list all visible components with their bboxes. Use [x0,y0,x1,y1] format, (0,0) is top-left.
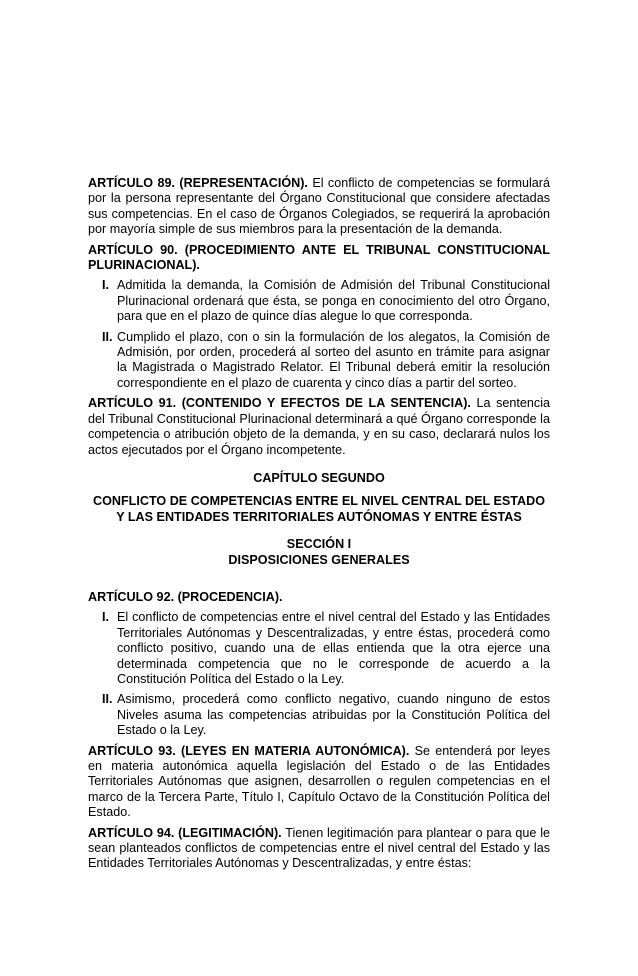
item-text: El conflicto de competencias entre el nivel central del Estado y las Entidades Territoriales Autónomas y Descentralizadas, y entre éstas, procederá como conflicto positivo, cuando una de ellas entienda que la otra ejerce una determinada competencia que no le corresponde de acuerdo a la Constitución Política del Estado o la Ley. [117,610,550,686]
section-title: DISPOSICIONES GENERALES [228,552,410,567]
article-91-text: La sentencia del Tribunal Constitucional Plurinacional determinará a qué Órgano corresponde la competencia o atribución objeto de la demanda, y en su caso, declarará nulos los actos ejecutados por el Órgano incompetente. [88,396,550,457]
item-number: I. [102,278,109,293]
article-93-text: Se entenderá por leyes en materia autonómica aquella legislación del Estado o de las Entidades Territoriales Autónomas que asignen, desarrollen o regulen competencias en el marco de la Tercera Parte, Título I, Capítulo Octavo de la Constitución Política del Estado. [88,743,550,820]
article-89-text: El conflicto de competencias se formulará por la persona representante del Órgano Constitucional que considere afectadas sus competencias. En el caso de Órganos Colegiados, se requerirá la aprobación por mayoría simple de sus miembros para la presentación de la demanda. [88,176,550,237]
article-94 [88,826,550,872]
item-text: Admitida la demanda, la Comisión de Admisión del Tribunal Constitucional Plurinacional ordenará que ésta, se ponga en conocimiento del otro Órgano, para que en el plazo de quince días alegue lo que corresponda. [117,278,550,324]
chapter-title-line-2: Y LAS ENTIDADES TERRITORIALES AUTÓNOMAS Y ENTRE ÉSTAS [116,509,522,524]
article-94-heading: ARTÍCULO 94. (LEGITIMACIÓN). [88,825,282,840]
item-number: I. [102,610,109,625]
spacer [88,525,550,537]
article-92-item-1 [88,610,550,687]
article-92-item-2 [88,692,550,738]
article-90-item-1 [88,278,550,324]
item-number: II. [102,329,113,344]
item-text: Cumplido el plazo, con o sin la formulación de los alegatos, la Comisión de Admisión, por orden, procederá al sorteo del asunto en trámite para asignar la Magistrada o Magistrado Relator. El Tribunal deberá emitir la resolución correspondiente en el plazo de cuarenta y cinco días a partir del sorteo. [117,329,550,390]
article-92-heading: ARTÍCULO 92. (PROCEDENCIA). [88,589,283,604]
article-90-heading: ARTÍCULO 90. (PROCEDIMIENTO ANTE EL TRIBUNAL CONSTITUCIONAL PLURINACIONAL). [88,242,550,273]
item-text: Asimismo, procederá como conflicto negativo, cuando ninguno de estos Niveles asuma las competencias atribuidas por la Constitución Política del Estado o la Ley. [117,692,550,738]
article-90-item-2 [88,330,550,392]
article-93 [88,744,550,821]
item-number: II. [102,692,113,707]
document-body [88,176,550,877]
spacer [88,486,550,494]
chapter-label: CAPÍTULO SEGUNDO [253,470,385,485]
spacer [88,568,550,590]
chapter-title-line-1: CONFLICTO DE COMPETENCIAS ENTRE EL NIVEL CENTRAL DEL ESTADO [92,494,545,509]
spacer [88,463,550,471]
article-91 [88,396,550,458]
article-93-heading: ARTÍCULO 93. (LEYES EN MATERIA AUTONÓMICA). [88,743,410,758]
article-89 [88,176,550,238]
article-89-heading: ARTÍCULO 89. (REPRESENTACIÓN). [88,176,308,190]
article-91-heading: ARTÍCULO 91. (CONTENIDO Y EFECTOS DE LA SENTENCIA). [88,396,471,411]
article-94-text: Tienen legitimación para plantear o para que le sean planteados conflictos de competencias entre el nivel central del Estado y las Entidades Territoriales Autónomas y Descentralizadas, y entre éstas: [88,825,550,871]
section-label: SECCIÓN I [286,537,352,552]
